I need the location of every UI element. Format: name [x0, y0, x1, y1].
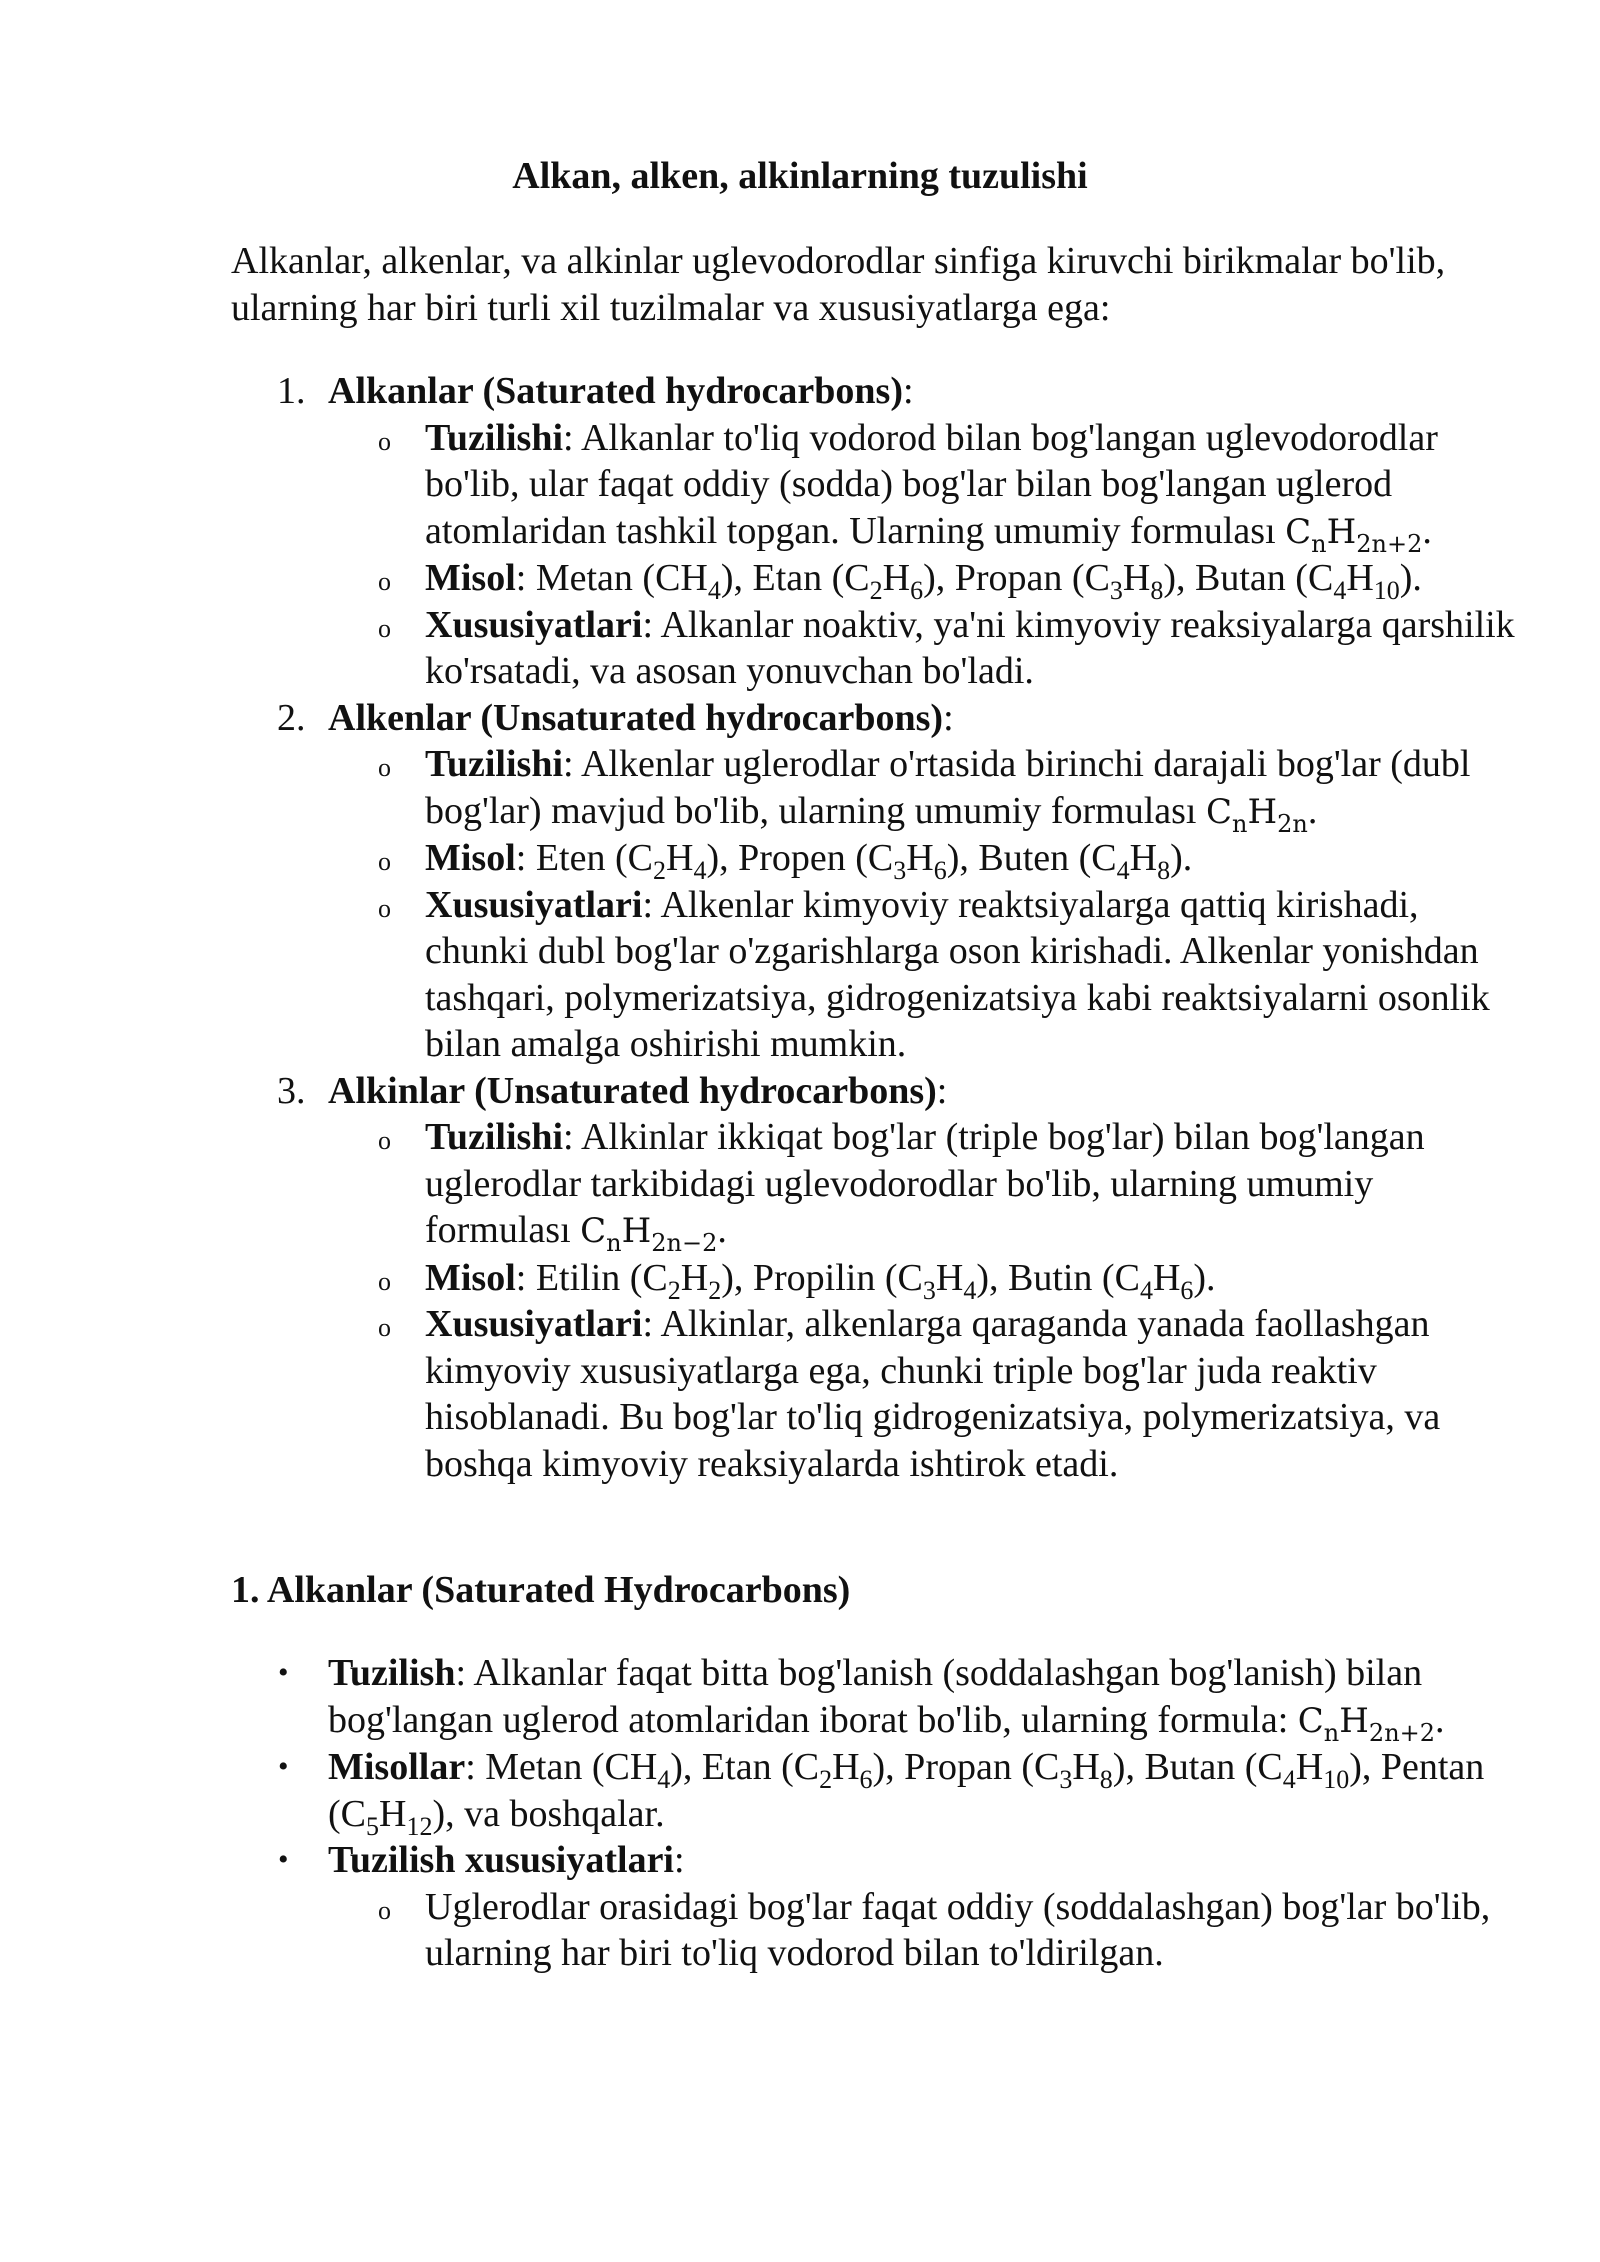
sub-item-text: : Alkenlar uglerodlar o'rtasida birinchi darajali bog'lar (dubl bog'lar) mavjud bo'lib, ularning umumiy formulası — [425, 743, 1471, 832]
general-formula: $C_nH_{2n-2}$. — [580, 1209, 727, 1257]
bullet-text: : Alkanlar faqat bitta bog'lanish (soddalashgan bog'lanish) bilan bog'langan uglerod atomlaridan iborat bo'lib, ularning formula: — [328, 1652, 1423, 1741]
bullet-icon: • — [278, 1656, 289, 1689]
list-heading — [231, 1068, 1521, 1115]
list-number: 3. — [277, 1069, 306, 1112]
bullet-text: : — [674, 1839, 685, 1881]
sub-item-tuzilishi — [231, 415, 1521, 556]
bullet-item-misollar — [231, 1744, 1511, 1841]
numbered-item-alkinlar — [231, 1068, 1521, 1488]
list-heading-colon: : — [903, 370, 914, 412]
sub-item-text: Uglerodlar orasidagi bog'lar faqat oddiy (soddalashgan) bog'lar bo'lib, ularning har biri to'liq vodorod bilan to'ldirilgan. — [425, 1885, 1491, 1974]
circle-bullet-icon: o — [378, 847, 391, 876]
intro-paragraph: Alkanlar, alkenlar, va alkinlar uglevodorodlar sinfiga kiruvchi birikmalar bo'lib, ularning har biri turli xil tuzilmalar va xususiyatlarga ega: — [231, 240, 1446, 329]
circle-bullet-icon: o — [378, 426, 391, 456]
numbered-item-alkanlar — [231, 368, 1521, 695]
bullet-icon: • — [278, 1750, 289, 1783]
list-heading-text: Alkinlar (Unsaturated hydrocarbons) — [328, 1069, 937, 1112]
numbered-list — [231, 368, 1521, 1487]
sub-item-label: Xususiyatlari — [425, 1303, 643, 1345]
sub-item-label: Xususiyatlari — [425, 603, 643, 646]
bullet-item-tuzilish-xususiyatlari — [231, 1837, 1511, 1884]
sub-item-text: : Eten $(C_2H_4)$, Propen $(C_3H_6)$, Buten $(C_4H_8)$. — [515, 837, 1193, 885]
sub-item-label: Misol — [425, 1256, 516, 1299]
sub-list — [231, 741, 1521, 1068]
sub-item-tuzilishi — [231, 741, 1521, 838]
sub-item-label: Tuzilishi — [425, 416, 564, 459]
sub-item-xususiyatlari — [231, 882, 1521, 1068]
sub-item-misol — [231, 555, 1521, 605]
circle-bullet-icon: o — [378, 753, 391, 782]
bullet-icon: • — [278, 1843, 289, 1876]
circle-bullet-icon: o — [378, 893, 391, 923]
circle-bullet-icon: o — [378, 613, 391, 643]
list-heading — [231, 368, 1521, 415]
list-heading — [231, 695, 1521, 742]
circle-bullet-icon: o — [378, 1313, 391, 1342]
list-heading-colon: : — [943, 696, 954, 739]
circle-bullet-icon: o — [378, 1126, 391, 1155]
bullet-item-tuzilish — [231, 1650, 1511, 1747]
sub-item-text: : Alkenlar kimyoviy reaktsiyalarga qattiq kirishadi, chunki dubl bog'lar o'zgarishlarga oson kirishadi. Alkenlar yonishdan tashqari, polymerizatsiya, gidrogenizatsiya kabi reaktsiyalarni osonlik bilan amalga oshirishi mumkin. — [425, 883, 1490, 1065]
sub-item-xususiyatlari — [231, 1301, 1521, 1487]
list-heading-text: Alkenlar (Unsaturated hydrocarbons) — [328, 696, 944, 739]
list-heading-text: Alkanlar (Saturated hydrocarbons) — [328, 370, 903, 412]
sub-item-tuzilishi — [231, 1114, 1521, 1255]
list-number: 2. — [277, 696, 306, 739]
circle-bullet-icon: o — [378, 1266, 391, 1296]
document-title: Alkan, alken, alkinlarning tuzulishi — [512, 155, 1088, 197]
sub-item-text: : Alkanlar to'liq vodorod bilan bog'langan uglevodorodlar bo'lib, ular faqat oddiy (sodda) bog'lar bilan bog'langan uglerod atomlaridan tashkil topgan. Ularning umumiy formulası — [425, 416, 1438, 552]
bullet-label: Tuzilish xususiyatlari — [328, 1839, 674, 1881]
sub-item-misol — [231, 835, 1521, 885]
sub-item-uglerodlar — [231, 1884, 1511, 1977]
bullet-label: Misollar — [328, 1746, 466, 1788]
sub-item-label: Xususiyatlari — [425, 883, 643, 926]
circle-bullet-icon: o — [378, 1895, 391, 1925]
sub-item-label: Tuzilishi — [425, 1116, 564, 1158]
bullet-list — [231, 1650, 1511, 1977]
sub-list — [231, 1114, 1521, 1487]
list-number: 1. — [277, 370, 306, 412]
general-formula: $C_nH_{2n+2}$. — [1285, 509, 1432, 558]
sub-item-text: : Etilin $(C_2H_2)$, Propilin $(C_3H_4)$, Butin $(C_4H_6)$. — [515, 1256, 1216, 1305]
list-heading-colon: : — [936, 1069, 948, 1112]
bullet-label: Tuzilish — [328, 1652, 456, 1694]
sub-list — [231, 415, 1521, 695]
numbered-item-alkenlar — [231, 695, 1521, 1068]
sub-item-text: : Alkanlar noaktiv, ya'ni kimyoviy reaksiyalarga qarshilik ko'rsatadi, va asosan yonuvchan bo'ladi. — [425, 603, 1515, 692]
sub-item-label: Misol — [425, 557, 516, 599]
circle-bullet-icon: o — [378, 567, 391, 596]
sub-item-misol — [231, 1255, 1521, 1305]
sub-item-xususiyatlari — [231, 602, 1521, 695]
sub-item-text: : Metan $(CH_4)$, Etan $(C_2H_6)$, Propan $(C_3H_8)$, Butan $(C_4H_{10})$. — [515, 557, 1422, 605]
sub-item-label: Tuzilishi — [425, 743, 564, 785]
sub-item-label: Misol — [425, 837, 516, 879]
sub-item-text: : Alkinlar, alkenlarga qaraganda yanada faollashgan kimyoviy xususiyatlarga ega, chunki triple bog'lar juda reaktiv hisoblanadi. Bu bog'lar to'liq gidrogenizatsiya, polymerizatsiya, va boshqa kimyoviy reaksiyalarda ishtirok etadi. — [425, 1303, 1441, 1485]
section-heading: 1. Alkanlar (Saturated Hydrocarbons) — [231, 1569, 851, 1611]
sub-item-text: : Alkinlar ikkiqat bog'lar (triple bog'lar) bilan bog'langan uglerodlar tarkibidagi uglevodorodlar bo'lib, ularning umumiy formulası — [425, 1116, 1425, 1251]
general-formula: $C_nH_{2n}$. — [1205, 789, 1318, 838]
bullet-text: : Metan $(CH_4)$, Etan $(C_2H_6)$, Propan $(C_3H_8)$, Butan $(C_4H_{10})$, Pentan $(C_5H_{12})$, va boshqalar. — [328, 1746, 1485, 1841]
general-formula: $C_nH_{2n+2}$. — [1297, 1698, 1445, 1747]
